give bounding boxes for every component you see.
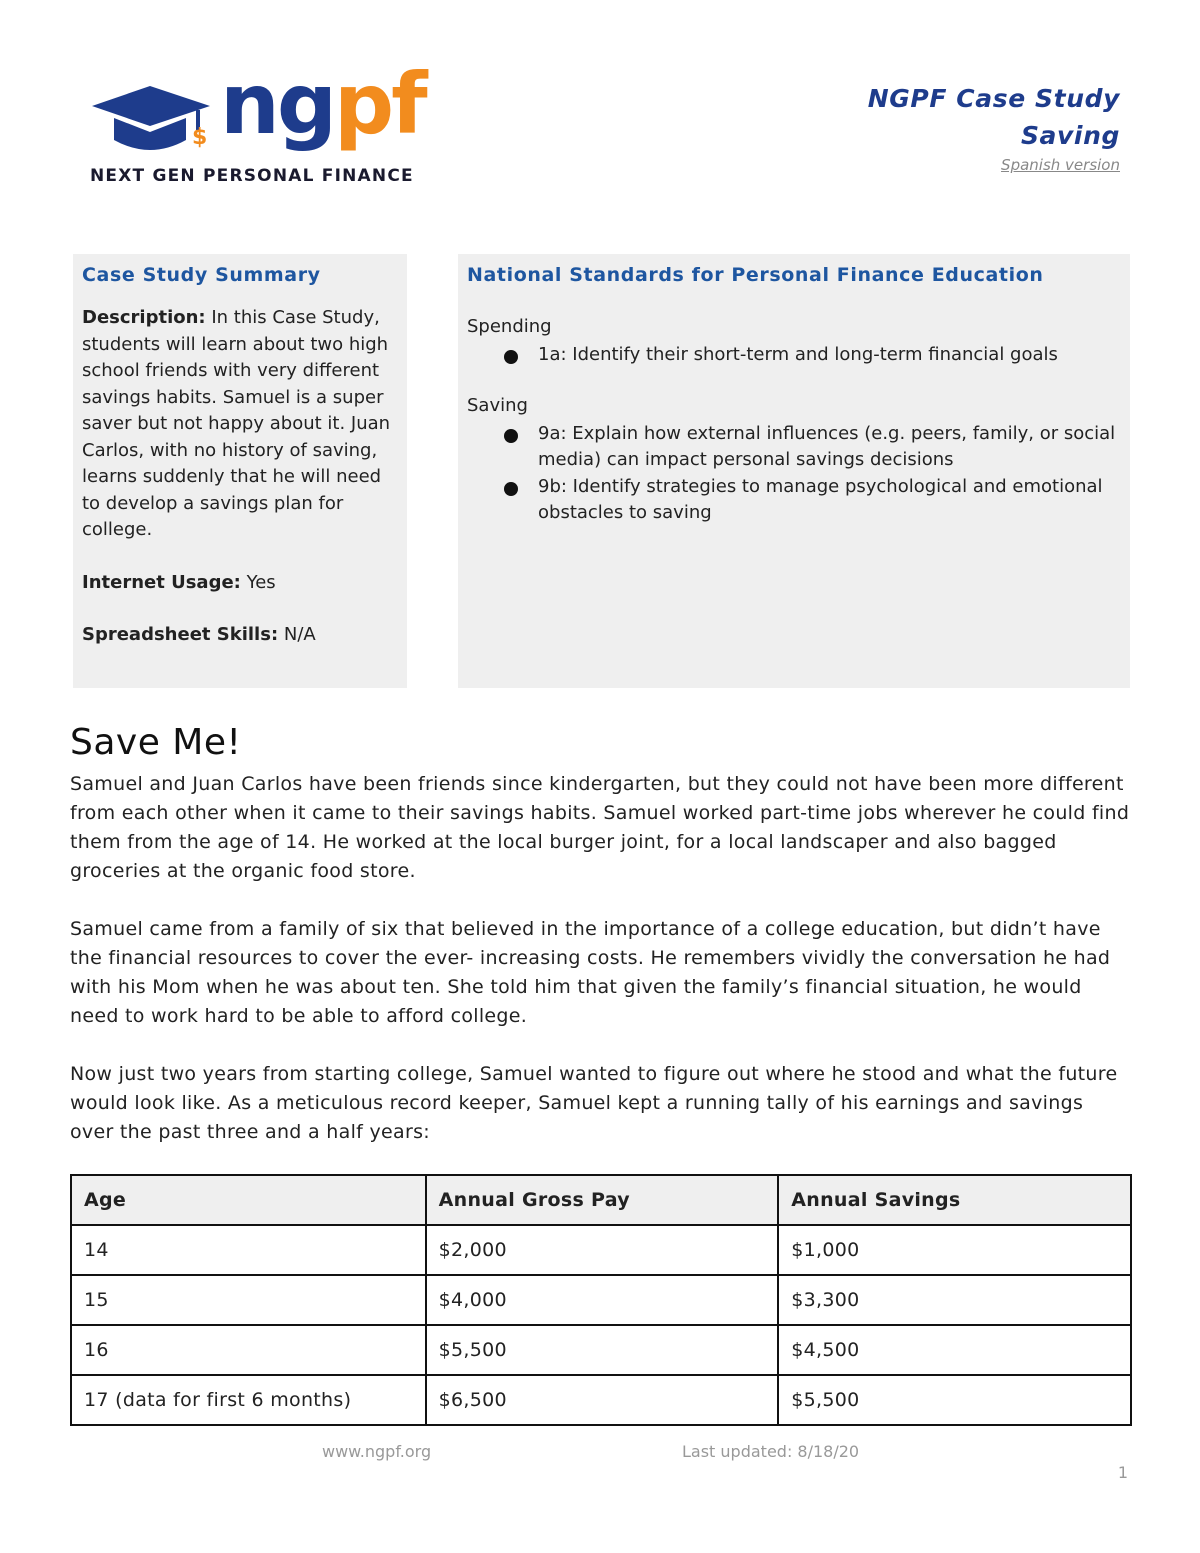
table-cell: $4,500	[778, 1325, 1131, 1375]
table-row	[71, 1375, 1131, 1425]
standards-group-name: Saving	[467, 394, 528, 416]
document-title: NGPF Case Study	[867, 84, 1120, 113]
table-cell: $5,500	[426, 1325, 779, 1375]
description-label: Description:	[82, 307, 206, 328]
spreadsheet-skills-value: N/A	[278, 624, 316, 645]
internet-usage-value: Yes	[240, 571, 276, 593]
standards-group-spending	[467, 314, 1120, 369]
case-study-summary-box	[73, 254, 407, 688]
standards-title: National Standards for Personal Finance Education	[467, 264, 1044, 286]
svg-text:$: $	[192, 125, 208, 150]
spreadsheet-skills-label: Spreadsheet Skills:	[82, 624, 279, 645]
standard-item: 9a: Explain how external influences (e.g. peers, family, or social media) can impact personal savings decisions	[467, 421, 1120, 474]
table-cell: $2,000	[426, 1225, 779, 1275]
footer-url-link[interactable]: www.ngpf.org	[322, 1442, 432, 1461]
article-paragraph: Samuel came from a family of six that believed in the importance of a college education, but didn’t have the financial resources to cover the ever- increasing costs. He remembers vividly the conversation he had with his Mom when he was about ten. She told him that given the family’s financial situation, he would need to work hard to be able to afford college.	[70, 918, 1111, 1027]
standards-group-name: Spending	[467, 316, 552, 337]
bullet-icon	[504, 429, 518, 443]
internet-usage-label: Internet Usage:	[82, 571, 241, 593]
savings-table	[70, 1174, 1132, 1426]
internet-usage	[82, 570, 397, 597]
column-header-age: Age	[71, 1175, 426, 1225]
table-header-row	[71, 1175, 1131, 1225]
ngpf-logo	[88, 55, 428, 188]
bullet-icon	[504, 350, 518, 364]
standard-item: 1a: Identify their short-term and long-term financial goals	[467, 342, 1120, 369]
table-row	[71, 1275, 1131, 1325]
article-heading: Save Me!	[70, 722, 242, 763]
standard-item: 9b: Identify strategies to manage psychological and emotional obstacles to saving	[467, 474, 1120, 527]
table-cell: 17 (data for first 6 months)	[71, 1375, 426, 1425]
column-header-savings: Annual Savings	[778, 1175, 1131, 1225]
article-paragraph: Now just two years from starting college, Samuel wanted to figure out where he stood and what the future would look like. As a meticulous record keeper, Samuel kept a running tally of his earnings and savings over the past three and a half years:	[70, 1063, 1118, 1143]
document-subtitle: Saving	[1020, 121, 1120, 150]
footer-last-updated: Last updated: 8/18/20	[682, 1442, 860, 1461]
page-number: 1	[1117, 1463, 1128, 1482]
graduation-cap-icon	[88, 78, 218, 158]
table-cell: 16	[71, 1325, 426, 1375]
table-cell: 15	[71, 1275, 426, 1325]
description-text: In this Case Study, students will learn about two high school friends with very different savings habits. Samuel is a super saver but not happy about it. Juan Carlos, with no history of saving, learns suddenly that he will need to develop a savings plan for college.	[82, 307, 391, 540]
table-row	[71, 1325, 1131, 1375]
table-cell: $4,000	[426, 1275, 779, 1325]
logo-wordmark: ngpf	[220, 55, 425, 153]
table-cell: $1,000	[778, 1225, 1131, 1275]
spreadsheet-skills	[82, 622, 397, 649]
bullet-icon	[504, 482, 518, 496]
table-cell: $5,500	[778, 1375, 1131, 1425]
article	[70, 722, 1130, 1147]
national-standards-box	[458, 254, 1130, 688]
table-row	[71, 1225, 1131, 1275]
table-cell: $3,300	[778, 1275, 1131, 1325]
column-header-gross-pay: Annual Gross Pay	[426, 1175, 779, 1225]
table-cell: $6,500	[426, 1375, 779, 1425]
standards-group-saving	[467, 393, 1120, 527]
summary-title: Case Study Summary	[82, 264, 321, 286]
spanish-version-link[interactable]: Spanish version	[1001, 156, 1120, 174]
table-cell: 14	[71, 1225, 426, 1275]
article-paragraph: Samuel and Juan Carlos have been friends since kindergarten, but they could not have been more different from each other when it came to their savings habits. Samuel worked part-time jobs wherever he could find them from the age of 14. He worked at the local burger joint, for a local landscaper and also bagged groceries at the organic food store.	[70, 773, 1130, 882]
document-header	[868, 80, 1120, 174]
summary-description	[82, 305, 397, 544]
logo-tagline: NEXT GEN PERSONAL FINANCE	[90, 166, 414, 186]
